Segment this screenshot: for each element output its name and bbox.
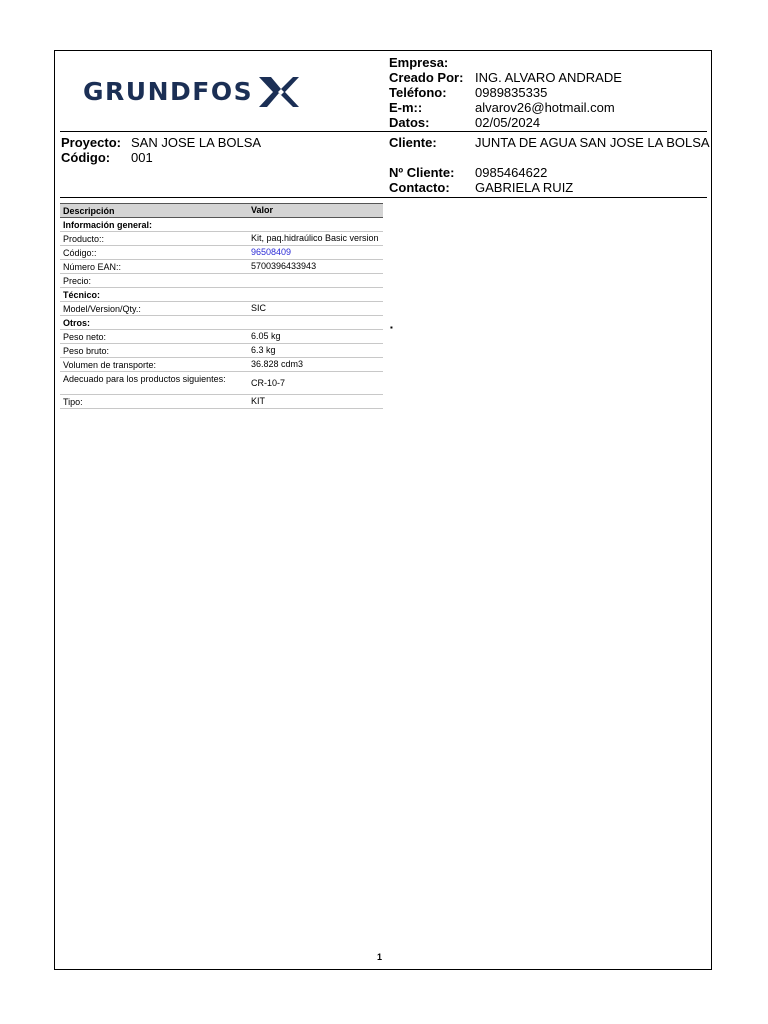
row-label: Precio:	[63, 276, 92, 286]
codigo-value: 001	[131, 150, 153, 165]
row-label: Peso bruto:	[63, 346, 110, 356]
telefono-label: Teléfono:	[389, 85, 447, 100]
datos-value: 02/05/2024	[475, 115, 541, 130]
email-value: alvarov26@hotmail.com	[475, 100, 615, 115]
product-table	[60, 203, 383, 409]
table-header	[60, 203, 383, 218]
proyecto-value: SAN JOSE LA BOLSA	[131, 135, 262, 150]
row-label: Model/Version/Qty.:	[63, 304, 141, 314]
row-label: Tipo:	[63, 397, 83, 407]
company-info	[389, 55, 622, 130]
row-label: Adecuado para los productos siguientes:	[63, 374, 226, 384]
table-row	[60, 274, 383, 288]
row-value	[248, 218, 383, 231]
table-section-row	[60, 288, 383, 302]
divider-top	[60, 131, 707, 132]
row-value	[248, 274, 383, 287]
table-row	[60, 344, 383, 358]
row-label: Producto::	[63, 234, 105, 244]
row-label: Volumen de transporte:	[63, 360, 157, 370]
row-value: CR-10-7	[251, 378, 286, 388]
row-label: Peso neto:	[63, 332, 107, 342]
section-label: Información general:	[63, 220, 153, 230]
empresa-label: Empresa:	[389, 55, 449, 70]
cliente-label: Cliente:	[389, 135, 437, 150]
header-descripcion: Descripción	[63, 206, 115, 216]
table-row	[60, 302, 383, 316]
table-section-row	[60, 218, 383, 232]
codigo-label: Código:	[61, 150, 111, 165]
table-row	[60, 372, 383, 395]
contacto-value: GABRIELA RUIZ	[475, 180, 574, 195]
table-row	[60, 395, 383, 409]
datos-label: Datos:	[389, 115, 430, 130]
table-row	[60, 330, 383, 344]
email-label: E-m::	[389, 100, 423, 115]
grundfos-logo	[83, 74, 301, 108]
marker-dot: ▪	[390, 323, 393, 332]
creado-por-value: ING. ALVARO ANDRADE	[475, 70, 622, 85]
logo-text: GRUNDFOS	[83, 76, 254, 106]
table-row	[60, 232, 383, 246]
row-value: SIC	[251, 303, 267, 313]
table-row	[60, 358, 383, 372]
table-body	[60, 218, 383, 409]
creado-por-label: Creado Por:	[389, 70, 464, 85]
row-value: KIT	[251, 396, 266, 406]
divider-bottom	[60, 197, 707, 198]
page-number: 1	[377, 952, 383, 962]
row-value: 6.05 kg	[251, 331, 281, 341]
header-valor: Valor	[251, 205, 274, 215]
project-info	[61, 135, 261, 165]
n-cliente-label: Nº Cliente:	[389, 165, 455, 180]
table-row	[60, 260, 383, 274]
section-label: Otros:	[63, 318, 90, 328]
grundfos-x-icon	[257, 74, 301, 108]
proyecto-label: Proyecto:	[61, 135, 121, 150]
product-code-link[interactable]: 96508409	[251, 247, 292, 257]
table-row	[60, 246, 383, 260]
contacto-label: Contacto:	[389, 180, 450, 195]
table-section-row	[60, 316, 383, 330]
row-label: Código::	[63, 248, 97, 258]
row-value: 5700396433943	[251, 261, 317, 271]
row-value: Kit, paq.hidraúlico Basic version	[251, 233, 379, 243]
client-info	[389, 135, 710, 195]
cliente-value: JUNTA DE AGUA SAN JOSE LA BOLSA	[475, 135, 710, 150]
section-label: Técnico:	[63, 290, 101, 300]
telefono-value: 0989835335	[475, 85, 548, 100]
n-cliente-value: 0985464622	[475, 165, 548, 180]
row-value	[248, 288, 383, 301]
row-value: 6.3 kg	[251, 345, 276, 355]
row-value: 36.828 cdm3	[251, 359, 304, 369]
row-label: Número EAN::	[63, 262, 122, 272]
row-value	[248, 316, 383, 329]
